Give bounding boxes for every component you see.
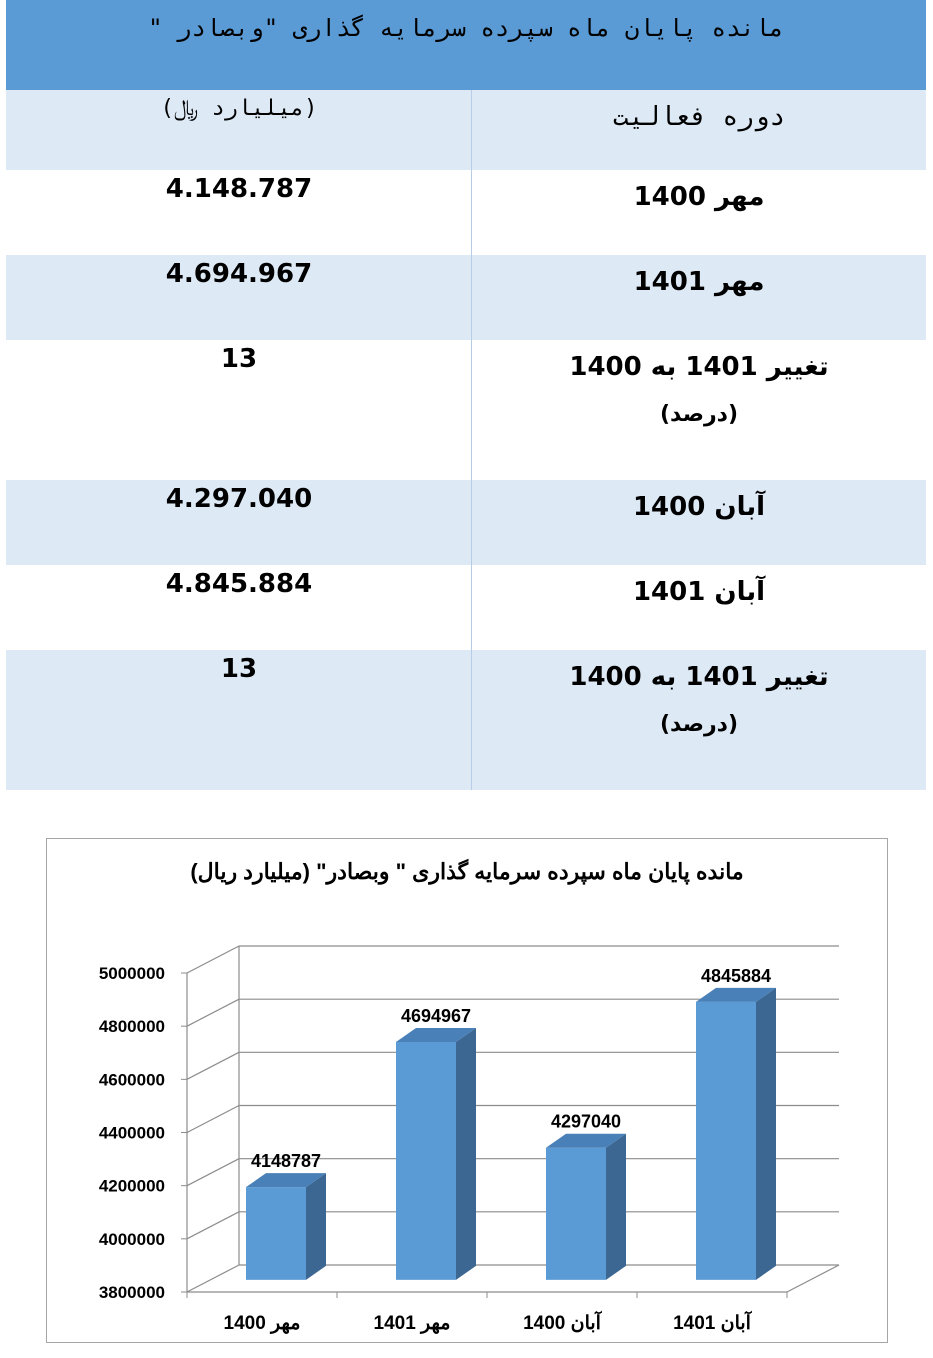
y-tick-label: 4200000 bbox=[98, 1176, 165, 1196]
data-label: 4148787 bbox=[250, 1151, 322, 1172]
data-table bbox=[6, 0, 926, 790]
value-cell: 13 bbox=[220, 654, 258, 684]
y-tick-label: 5000000 bbox=[98, 964, 165, 983]
chart-title: مانده پایان ماه سپرده سرمایه گذاری " وبصادر" (میلیارد ریال) bbox=[190, 859, 744, 884]
value-cell: 4.148.787 bbox=[165, 174, 313, 204]
bar bbox=[246, 1187, 306, 1280]
side-gridline bbox=[187, 1265, 239, 1292]
table-row bbox=[6, 340, 926, 480]
side-gridline bbox=[187, 999, 239, 1026]
period-cell: تغییر 1401 به 1400 bbox=[569, 352, 829, 382]
table-title-bar bbox=[6, 0, 926, 90]
x-category-label: آبان 1400 bbox=[523, 1313, 601, 1334]
bar bbox=[396, 1042, 456, 1280]
value-cell: 4.297.040 bbox=[165, 484, 313, 514]
table-header-row bbox=[6, 90, 926, 170]
side-gridline bbox=[187, 1159, 239, 1186]
table-row bbox=[6, 650, 926, 790]
y-tick-label: 4400000 bbox=[98, 1123, 165, 1143]
y-tick-label: 3800000 bbox=[98, 1283, 165, 1302]
bar-side bbox=[306, 1173, 326, 1280]
data-label: 4845884 bbox=[700, 965, 772, 986]
unit-note: (درصد) bbox=[659, 402, 739, 427]
period-cell: آبان 1401 bbox=[632, 577, 766, 607]
data-label: 4694967 bbox=[400, 1005, 472, 1026]
bar-side bbox=[606, 1134, 626, 1280]
table-row bbox=[6, 565, 926, 650]
side-gridline bbox=[187, 946, 239, 973]
table-row bbox=[6, 170, 926, 255]
column-header-period: دوره فعالیت bbox=[612, 102, 786, 132]
y-tick-label: 4000000 bbox=[98, 1229, 165, 1249]
bar bbox=[696, 1002, 756, 1280]
bar-side bbox=[456, 1028, 476, 1280]
period-cell: مهر 1401 bbox=[633, 267, 765, 297]
bar-side bbox=[756, 988, 776, 1280]
period-cell: آبان 1400 bbox=[632, 492, 766, 522]
period-cell: تغییر 1401 به 1400 bbox=[569, 662, 829, 692]
chart-area bbox=[46, 838, 888, 1343]
table-row bbox=[6, 480, 926, 565]
y-tick-label: 4600000 bbox=[98, 1070, 165, 1090]
x-category-label: مهر 1401 bbox=[373, 1313, 451, 1334]
value-cell: 4.694.967 bbox=[165, 259, 313, 289]
table-title: مانده پایان ماه سپرده سرمایه گذاری "وبصادر " bbox=[148, 14, 784, 42]
column-header-value: (میلیارد ﷼) bbox=[160, 96, 318, 121]
table-row bbox=[6, 255, 926, 340]
period-cell: مهر 1400 bbox=[633, 182, 765, 212]
bar bbox=[546, 1148, 606, 1280]
floor-edge bbox=[787, 1265, 839, 1292]
value-cell: 13 bbox=[220, 344, 258, 374]
x-category-label: آبان 1401 bbox=[673, 1313, 751, 1334]
unit-note: (درصد) bbox=[659, 712, 739, 737]
side-gridline bbox=[187, 1106, 239, 1133]
value-cell: 4.845.884 bbox=[165, 569, 313, 599]
side-gridline bbox=[187, 1212, 239, 1239]
side-gridline bbox=[187, 1052, 239, 1079]
x-category-label: مهر 1400 bbox=[223, 1313, 301, 1334]
y-tick-label: 4800000 bbox=[98, 1017, 165, 1037]
bar-chart bbox=[47, 839, 887, 1342]
data-label: 4297040 bbox=[550, 1111, 622, 1132]
